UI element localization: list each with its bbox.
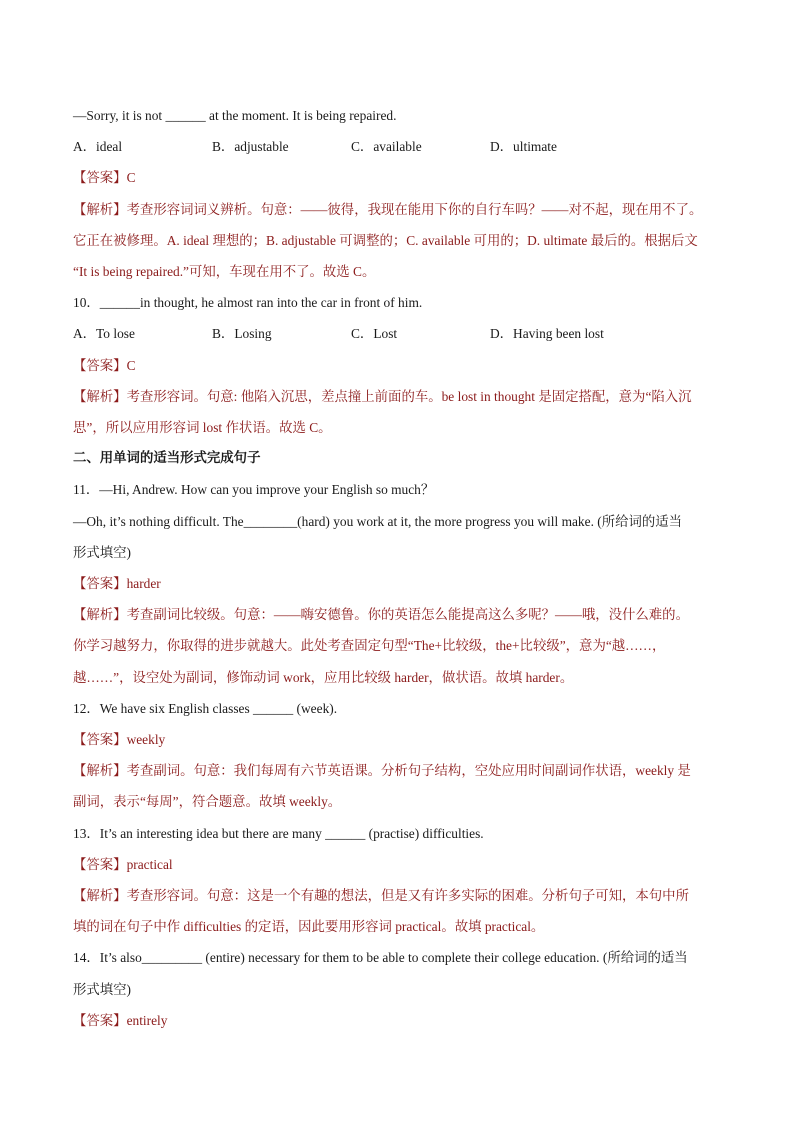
q9-options [73, 131, 733, 162]
analysis-tag: 【解析】 [73, 888, 127, 904]
answer-value: weekly [126, 732, 166, 748]
q11-analysis-line-2: 你学习越努力，你取得的进步就越大。此处考查固定句型“The+比较级，the+比较级”，意为“越……， [73, 638, 666, 654]
q10-option-c: C．Lost [351, 326, 398, 342]
analysis-text: 考查形容词词义辨析。句意：——彼得，我现在能用下你的自行车吗？——对不起，现在用不了。 [126, 201, 703, 217]
answer-value: practical [126, 856, 173, 872]
answer-value: entirely [126, 1012, 168, 1028]
q9-stem: —Sorry, it is not ______ at the moment. It is being repaired. [73, 108, 397, 123]
q12-answer [73, 724, 733, 755]
answer-tag: 【答案】 [73, 576, 127, 592]
analysis-tag: 【解析】 [73, 607, 127, 623]
section-heading: 二、用单词的适当形式完成句子 [73, 451, 261, 467]
analysis-text: 考查副词。句意：我们每周有六节英语课。分析句子结构，空处应用时间副词作状语，weekly 是 [126, 763, 691, 779]
q10-analysis-line-1 [73, 381, 733, 412]
q9-analysis-line-3: “It is being repaired.”可知，车现在用不了。故选 C。 [73, 264, 376, 280]
q13-analysis-line-2: 填的词在句子中作 difficulties 的定语，因此要用形容词 practical。故填 practical。 [73, 919, 545, 935]
q10-option-d: D．Having been lost [490, 326, 604, 342]
q9-answer [73, 162, 733, 193]
q9-analysis-line-1 [73, 194, 733, 225]
answer-tag: 【答案】 [73, 856, 127, 872]
q10-analysis-line-2: 思”，所以应用形容词 lost 作状语。故选 C。 [73, 420, 332, 436]
answer-value: C [126, 170, 136, 186]
analysis-text: 考查副词比较级。句意：——嗨安德鲁。你的英语怎么能提高这么多呢？——哦，没什么难的。 [126, 607, 689, 623]
q11-stem-line-2: —Oh, it’s nothing difficult. The________(hard) you work at it, the more progress you will make. (所给词的适当 [73, 513, 683, 529]
q9-option-c: C．available [351, 139, 422, 155]
q10-option-a: A．To lose [73, 326, 135, 342]
q9-option-a: A．ideal [73, 139, 123, 155]
q10-answer [73, 350, 733, 381]
analysis-tag: 【解析】 [73, 388, 127, 404]
q9-option-b: B．adjustable [212, 139, 289, 155]
q9-analysis-line-2: 它正在被修理。A. ideal 理想的；B. adjustable 可调整的；C. available 可用的；D. ultimate 最后的。根据后文 [73, 232, 698, 248]
q10-stem: 10．______in thought, he almost ran into the car in front of him. [73, 295, 423, 311]
q14-stem-line-1: 14．It’s also_________ (entire) necessary for them to be able to complete their college education. (所给词的适当 [73, 950, 688, 966]
analysis-text: 考查形容词。句意：这是一个有趣的想法，但是又有许多实际的困难。分析句子可知，本句中所 [126, 888, 689, 904]
q10-option-b: B．Losing [212, 326, 272, 342]
analysis-tag: 【解析】 [73, 201, 127, 217]
q11-analysis-line-3: 越……”，设空处为副词，修饰动词 work，应用比较级 harder，做状语。故填 harder。 [73, 669, 574, 685]
q12-analysis-line-2: 副词，表示“每周”，符合题意。故填 weekly。 [73, 794, 342, 810]
document-content [73, 100, 733, 1036]
answer-value: harder [126, 576, 161, 592]
q12-analysis-line-1 [73, 755, 733, 786]
q12-stem: 12．We have six English classes ______ (week). [73, 700, 338, 716]
q14-stem-line-2: 形式填空) [73, 981, 132, 997]
answer-tag: 【答案】 [73, 170, 127, 186]
q9-option-d: D．ultimate [490, 139, 557, 155]
q13-stem: 13．It’s an interesting idea but there are many ______ (practise) difficulties. [73, 825, 484, 841]
answer-tag: 【答案】 [73, 1012, 127, 1028]
q11-stem-line-1: 11．—Hi, Andrew. How can you improve your English so much？ [73, 482, 435, 498]
q14-answer [73, 1005, 733, 1036]
analysis-tag: 【解析】 [73, 763, 127, 779]
answer-tag: 【答案】 [73, 357, 127, 373]
q10-options [73, 318, 733, 349]
q11-answer [73, 568, 733, 599]
q11-stem-line-3: 形式填空) [73, 544, 132, 560]
q11-analysis-line-1 [73, 599, 733, 630]
answer-tag: 【答案】 [73, 732, 127, 748]
analysis-text: 考查形容词。句意: 他陷入沉思，差点撞上前面的车。be lost in thought 是固定搭配，意为“陷入沉 [126, 388, 692, 404]
q13-answer [73, 849, 733, 880]
q13-analysis-line-1 [73, 880, 733, 911]
answer-value: C [126, 357, 136, 373]
